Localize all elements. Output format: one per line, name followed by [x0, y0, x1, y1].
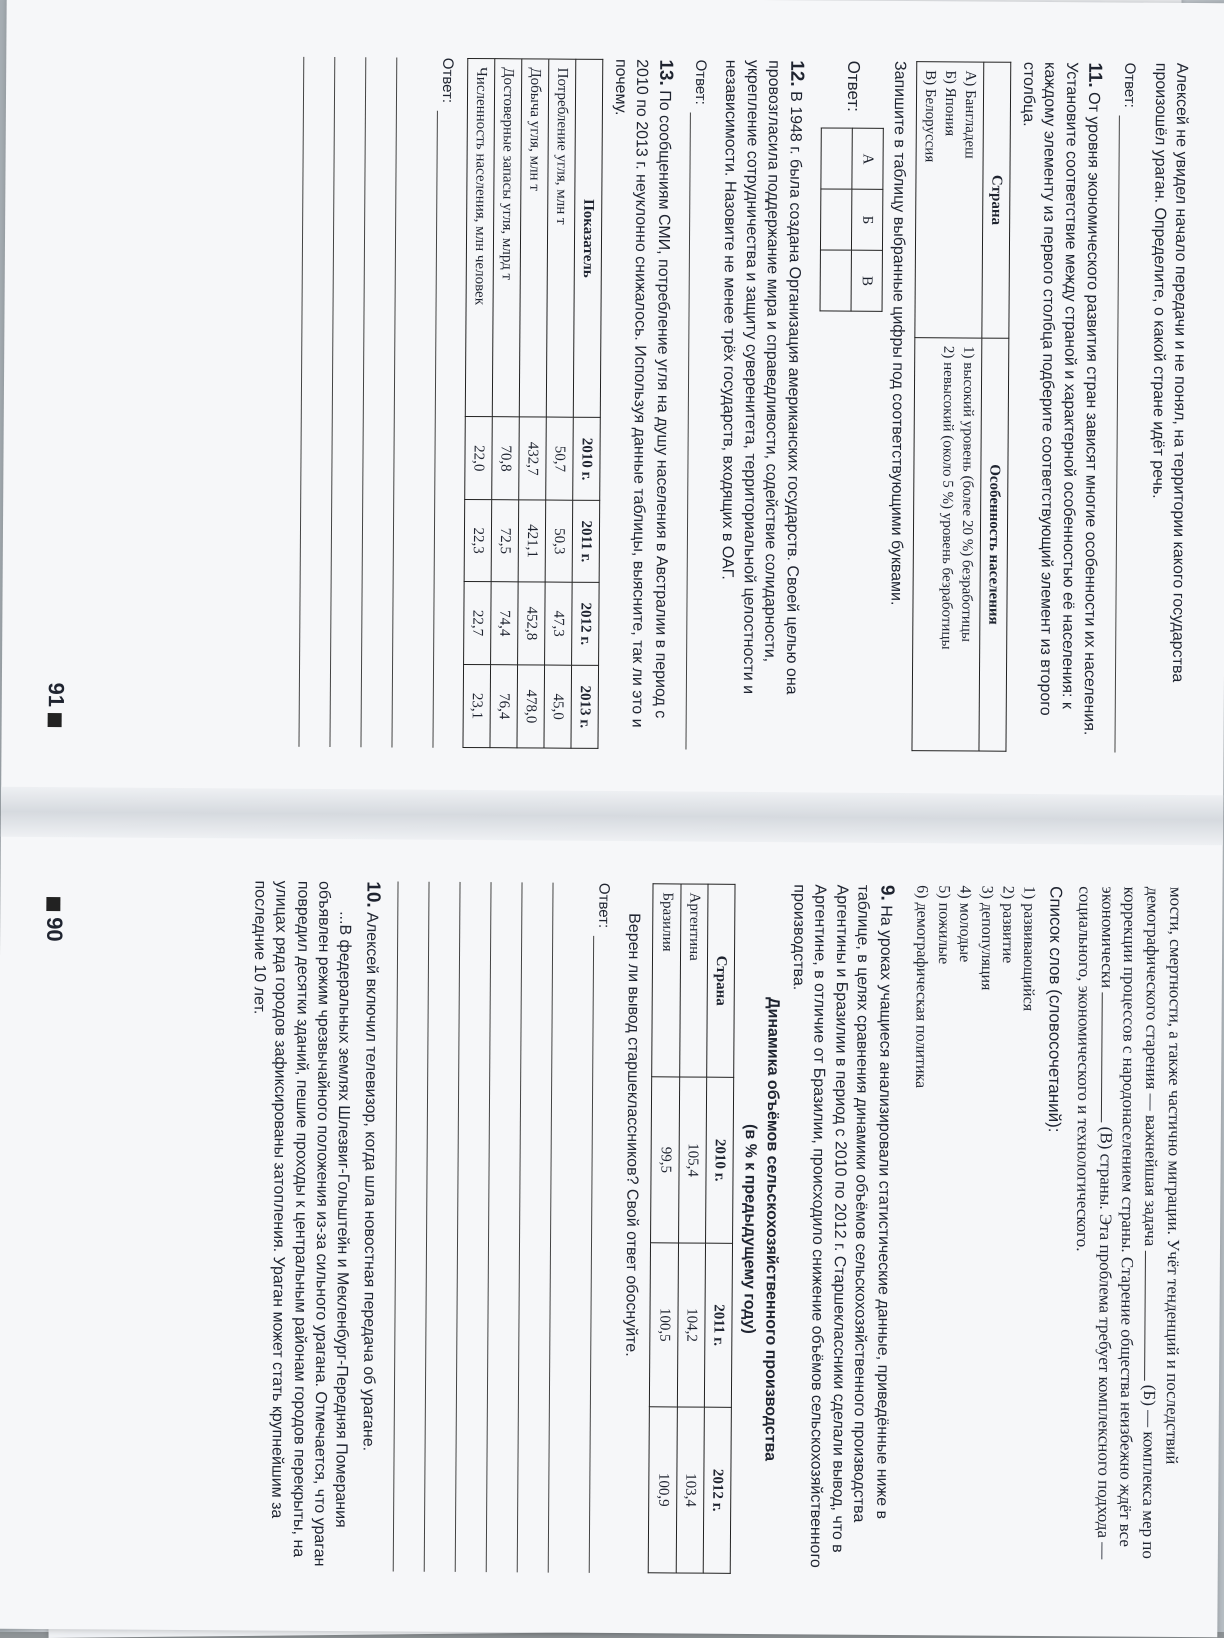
answer-label: Ответ:: [691, 59, 709, 105]
agri-table: [648, 883, 735, 1574]
col-header: 2010 г.: [573, 417, 601, 500]
task12-text: В 1948 г. была создана Организация американских государств. Своей целью она провозгласила поддержание мира и справедливости, содействие солидарности, укрепление сотрудничества и защиту суверенитета, территориальной целостности и независимости. Назовите не менее трёх государств, входящих в ОАГ.: [718, 59, 805, 695]
answer-line[interactable]: [486, 882, 522, 1572]
task10-intro: Алексей включил телевизор, когда шла новостная передача об урагане.: [359, 912, 381, 1452]
answer-line[interactable]: [424, 882, 460, 1572]
table-row: [517, 59, 549, 748]
task11-instruction: Запишите в таблицу выбранные цифры под соответствующими буквами.: [887, 60, 909, 606]
cell: 74,4: [490, 582, 518, 665]
book-gutter: [1, 787, 1223, 846]
task-11: [817, 60, 1107, 752]
letter-cell: Б: [852, 189, 883, 250]
task10-answer: [1114, 63, 1139, 753]
list-item: 5) пожилые: [934, 885, 953, 965]
task9-question: Верен ли вывод старшеклассников? Свой ответ обоснуйте.: [622, 913, 643, 1357]
cell: 432,7: [519, 417, 547, 500]
answer-grid: [820, 128, 884, 312]
word-list-title: Список слов (словосочетаний):: [1044, 886, 1066, 1133]
table-title: Динамика объёмов сельскохозяйственного производства: [761, 997, 782, 1462]
cell: 100,5: [650, 1243, 678, 1407]
task11-text: От уровня экономического развития стран зависят многие особенности их населения. Установите соответствие между страной и характерной особенностью её населения: к каждому элементу из первого столбца подберите соответствующий элемент из второго столбца.: [1019, 61, 1103, 736]
answer-label: Ответ:: [595, 882, 613, 929]
answer-label: Ответ:: [844, 60, 864, 112]
coal-table: [462, 58, 603, 749]
task-number: 9.: [876, 884, 898, 901]
col-header-feature: Особенность населения: [979, 338, 1009, 752]
table-row: [490, 59, 522, 748]
continuation-part: мости, смертности, а также частично миграции. Учёт тенденций и последствий демографического старения — важнейшая задача: [1141, 886, 1186, 1465]
col-header: 2010 г.: [705, 1077, 733, 1243]
answer-cell[interactable]: [820, 250, 851, 311]
letter-cell: А: [852, 128, 883, 189]
answer-line[interactable]: [517, 882, 553, 1572]
col-header: Страна: [706, 884, 734, 1077]
cell: 22,3: [464, 500, 492, 582]
cell: 45,0: [544, 665, 572, 748]
feature-item: 2) невысокий (около 5 %) уровень безработицы: [938, 345, 957, 650]
table-row: [676, 884, 708, 1573]
cell: 478,0: [517, 665, 545, 748]
cell: 50,3: [545, 500, 573, 582]
col-header: 2012 г.: [572, 582, 600, 665]
task-13: [298, 57, 678, 750]
row-label: Потребление угля, млн т: [546, 59, 576, 417]
blank-b[interactable]: [1144, 1251, 1160, 1381]
answer-line[interactable]: [391, 57, 427, 747]
word-list: [906, 885, 1039, 1576]
page-number: [42, 682, 72, 727]
answer-line[interactable]: [455, 882, 491, 1572]
page-90: [0, 837, 1223, 1638]
page-91: [1, 0, 1224, 795]
cell: 50,7: [546, 417, 574, 500]
task-number: 13.: [654, 59, 676, 86]
page-number-text: 90: [42, 917, 68, 942]
feature-list: [912, 337, 982, 751]
page-marker-square: [48, 713, 62, 727]
task11-match-table: [911, 61, 1011, 752]
continuation-text: [1068, 886, 1187, 1577]
task10-text: ...В федеральных землях Шлезвиг-Гольштейн и Мекленбург-Передняя Померания объявлен режим чрезвычайного положения из-за сильного урагана. Отмечается, что ураган повредил десятки зданий, пешие проходы к центральным районам городов перекрыты, на улицах ряда городов зафиксированы затопления. Ураган может стать крупнейшим за последние 10 лет.: [250, 880, 354, 1567]
list-item: 1) развивающийся: [1020, 885, 1038, 1012]
task-number: 10.: [362, 881, 384, 908]
country-item: А) Бангладеш: [961, 70, 979, 159]
continuation-part: (Б) — комплекса мер по коррекции процессов с народонаселением страны. Старение общества неизбежно ждёт все экономически: [1097, 886, 1160, 1559]
task9-text: На уроках учащиеся анализировали статистические данные, приведённые ниже в таблице, в целях сравнения динамики объёмов сельскохозяйственного производства Аргентины и Бразилии в период с 2010 по 2012 г. Старшеклассники сделали вывод, что в Аргентине, в отличие от Бразилии, происходило снижение объёмов сельскохозяйственного производства.: [789, 884, 895, 1568]
table-row: [463, 58, 495, 747]
cell: 99,5: [651, 1077, 679, 1243]
country-item: Б) Япония: [941, 70, 959, 137]
answer-label: Ответ:: [438, 57, 457, 104]
table-subtitle: (в % к предыдущему году): [740, 1123, 759, 1334]
answer-line[interactable]: [589, 936, 608, 1573]
cell: 72,5: [491, 500, 519, 582]
task13-answer: [432, 58, 457, 748]
cell: 70,8: [492, 417, 520, 500]
answer-line[interactable]: [1114, 116, 1133, 753]
answer-cell[interactable]: [821, 189, 852, 250]
row-label: Добыча угля, млн т: [519, 59, 549, 417]
col-header: 2013 г.: [571, 665, 599, 748]
letter-cell: В: [851, 250, 882, 311]
cell: 100,9: [649, 1407, 677, 1573]
answer-line[interactable]: [298, 57, 334, 747]
task-10: [244, 880, 385, 1571]
answer-line[interactable]: [393, 882, 429, 1572]
table-row: [649, 884, 681, 1573]
page-number: [40, 897, 70, 942]
list-item: 6) демографическая политика: [912, 885, 931, 1089]
task-12: [685, 60, 810, 751]
task11-answer: [817, 60, 885, 750]
task10-continuation: Алексей не увидел начало передачи и не понял, на территории какого государства произошёл ураган. Определите, о какой стране идёт речь.: [1148, 62, 1191, 683]
row-label: Численность населения, млн человек: [465, 58, 495, 416]
page-number-text: 91: [44, 682, 70, 708]
col-header: Показатель: [573, 59, 603, 417]
task12-answer: [685, 60, 710, 750]
task-9: [393, 882, 900, 1575]
task13-text: По сообщениям СМИ, потребление угля на душу населения в Австралии в период с 2010 по 2013 г. неуклонно снижалось. Используя данные таблицы, выясните, так ли это и почему.: [611, 58, 673, 728]
answer-line[interactable]: [685, 113, 704, 750]
cell: 105,4: [678, 1077, 706, 1243]
list-item: 3) депопуляция: [977, 885, 996, 991]
answer-line[interactable]: [360, 57, 396, 747]
table-row: [544, 59, 576, 748]
country-list: [915, 62, 984, 338]
cell: 47,3: [545, 582, 573, 665]
answer-line[interactable]: [548, 883, 584, 1573]
feature-item: 1) высокий уровень (более 20 %) безработицы: [958, 346, 977, 643]
cell: 22,0: [465, 417, 493, 500]
answer-line[interactable]: [329, 57, 365, 747]
answer-cell[interactable]: [821, 128, 852, 189]
cell: 103,4: [676, 1407, 704, 1573]
col-header-country: Страна: [982, 62, 1011, 338]
list-item: 4) молодые: [956, 885, 974, 963]
cell: 23,1: [463, 664, 491, 747]
answer-line[interactable]: [432, 111, 451, 748]
row-label: Аргентина: [679, 884, 707, 1077]
row-label: Бразилия: [652, 884, 680, 1077]
task-number: 11.: [1084, 62, 1106, 88]
cell: 452,8: [518, 582, 546, 665]
cell: 76,4: [490, 665, 518, 748]
cell: 421,1: [518, 500, 546, 582]
blank-v[interactable]: [1101, 992, 1117, 1122]
col-header: 2011 г.: [704, 1243, 732, 1407]
col-header: 2012 г.: [703, 1407, 731, 1573]
col-header: 2011 г.: [572, 500, 600, 582]
country-item: В) Белоруссия: [921, 70, 939, 163]
list-item: 2) развитие: [998, 885, 1017, 964]
cell: 104,2: [677, 1243, 705, 1407]
answer-label: Ответ:: [1121, 62, 1139, 108]
row-label: Достоверные запасы угля, млрд т: [492, 59, 522, 417]
task-number: 12.: [786, 60, 808, 87]
cell: 22,7: [463, 582, 491, 665]
task9-answer: [589, 883, 614, 1573]
page-marker-square: [47, 897, 61, 911]
continuation-part: (В) страны. Эта проблема требует комплексного подхода — социального, экономического и технологического.: [1072, 886, 1116, 1560]
